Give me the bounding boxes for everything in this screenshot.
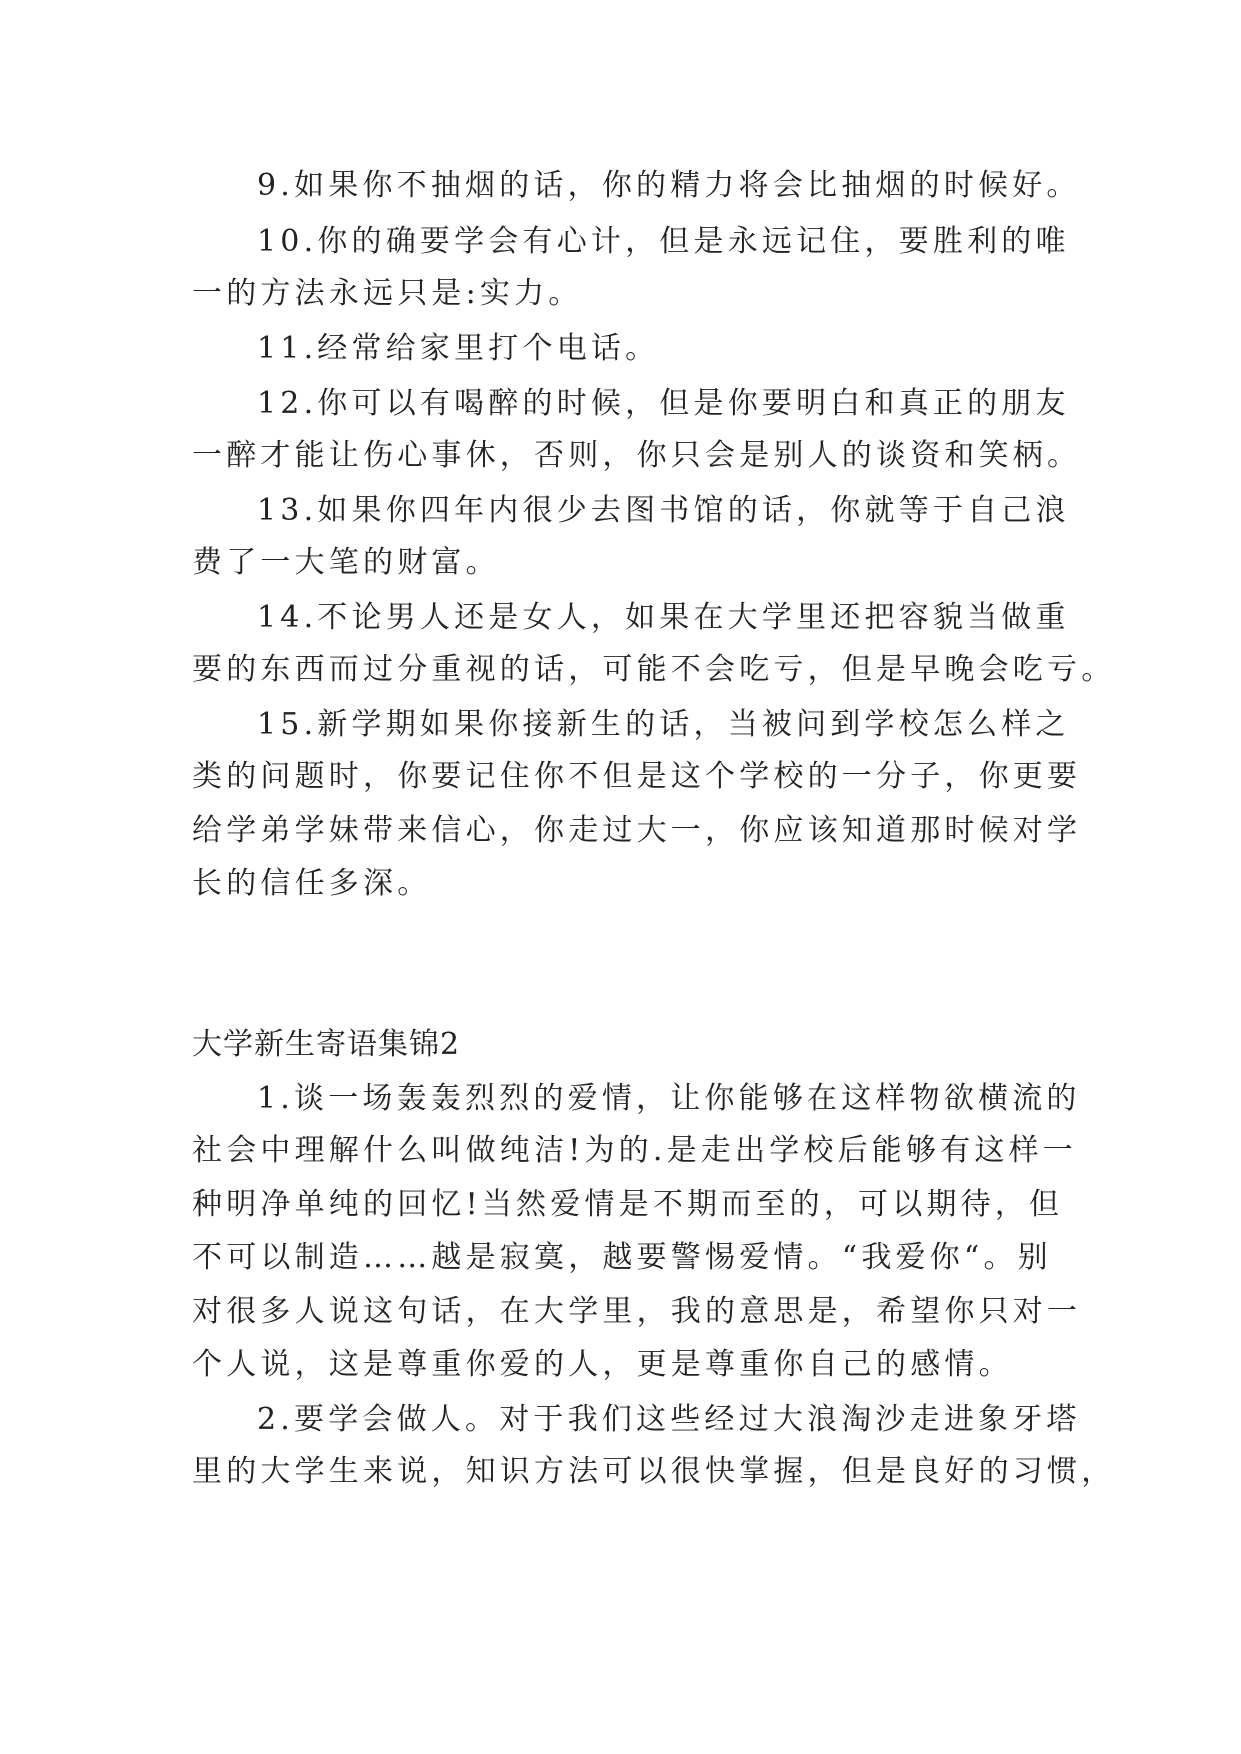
text-line: 12.你可以有喝醉的时候，但是你要明白和真正的朋友 [257, 386, 1070, 421]
text-line: 对很多人说这句话，在大学里，我的意思是，希望你只对一 [192, 1294, 1082, 1329]
text-line: 个人说，这是尊重你爱的人，更是尊重你自己的感情。 [192, 1347, 1013, 1382]
text-line: 种明净单纯的回忆!当然爱情是不期而至的，可以期待，但 [192, 1187, 1064, 1222]
text-line: 2.要学会做人。对于我们这些经过大浪淘沙走进象牙塔 [257, 1402, 1081, 1437]
text-line: 1.谈一场轰轰烈烈的爱情，让你能够在这样物欲横流的 [257, 1081, 1081, 1116]
text-line: 要的东西而过分重视的话，可能不会吃亏，但是早晚会吃亏。 [192, 652, 1116, 687]
text-line: 15.新学期如果你接新生的话，当被问到学校怎么样之 [257, 707, 1070, 742]
text-line: 11.经常给家里打个电话。 [257, 331, 660, 366]
text-line: 一的方法永远只是:实力。 [192, 276, 583, 311]
text-line: 费了一大笔的财富。 [192, 545, 500, 580]
text-line: 10.你的确要学会有心计，但是永远记住，要胜利的唯 [257, 224, 1070, 259]
text-line: 社会中理解什么叫做纯洁!为的.是走出学校后能够有这样一 [192, 1133, 1077, 1168]
text-line: 一醉才能让伤心事休，否则，你只会是别人的谈资和笑柄。 [192, 438, 1082, 473]
text-line: 13.如果你四年内很少去图书馆的话，你就等于自己浪 [257, 493, 1070, 528]
text-line: 类的问题时，你要记住你不但是这个学校的一分子，你更要 [192, 759, 1082, 794]
text-line: 不可以制造……越是寂寞，越要警惕爱情。“我爱你“。别 [192, 1240, 1052, 1275]
text-line: 给学弟学妹带来信心，你走过大一，你应该知道那时候对学 [192, 813, 1082, 848]
section-heading: 大学新生寄语集锦2 [192, 1027, 461, 1062]
text-line: 9.如果你不抽烟的话，你的精力将会比抽烟的时候好。 [257, 168, 1081, 203]
text-line: 里的大学生来说，知识方法可以很快掌握，但是良好的习惯， [192, 1454, 1116, 1489]
text-line: 长的信任多深。 [192, 866, 432, 901]
text-line: 14.不论男人还是女人，如果在大学里还把容貌当做重 [257, 600, 1070, 635]
